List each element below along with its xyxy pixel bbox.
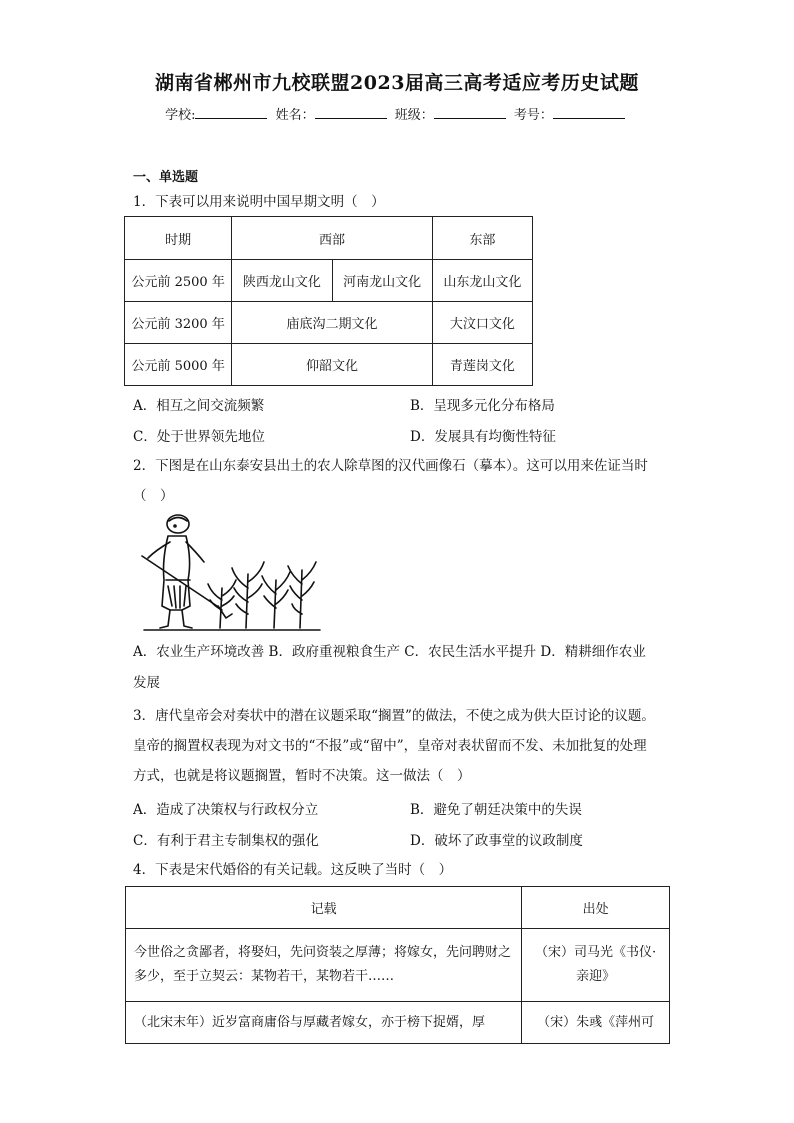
q1-stem: 1．下表可以用来说明中国早期文明（ ）: [133, 194, 385, 210]
q1-cell: 山东龙山文化: [432, 260, 532, 302]
q1-cell: 青莲岗文化: [432, 344, 532, 386]
q2-options-line[interactable]: A．农业生产环境改善 B．政府重视粮食生产 C．农民生活水平提升 D．精耕细作农业: [133, 644, 646, 660]
q2-stem-line1: 2．下图是在山东泰安县出土的农人除草图的汉代画像石（摹本）。这可以用来佐证当时: [133, 458, 648, 474]
section-heading: 一、单选题: [133, 170, 199, 185]
farmer-weeding-illustration: [134, 510, 324, 636]
q4-header-source: 出处: [522, 887, 670, 929]
class-blank[interactable]: [434, 106, 506, 119]
q1-cell: 公元前 2500 年: [125, 260, 232, 302]
q1-header-east: 东部: [432, 217, 532, 260]
q3-stem-line1: 3．唐代皇帝会对奏状中的潜在议题采取“搁置”的做法，不使之成为供大臣讨论的议题。: [133, 708, 655, 724]
q1-cell: 公元前 3200 年: [125, 302, 232, 344]
q2-options-line2: 发展: [133, 675, 160, 691]
school-label: 学校:: [165, 108, 196, 123]
q4-stem: 4．下表是宋代婚俗的有关记载。这反映了当时（ ）: [133, 862, 453, 878]
exam-number-blank[interactable]: [553, 106, 625, 119]
q4-cell-source: （宋）司马光《书仪·亲迎》: [522, 929, 670, 1002]
q1-cell: 庙底沟二期文化: [232, 302, 432, 344]
q2-stem-line2: （ ）: [133, 488, 174, 504]
class-label: 班级：: [394, 108, 434, 123]
q1-cell: 河南龙山文化: [332, 260, 432, 302]
name-blank[interactable]: [315, 106, 387, 119]
q3-stem-line3: 方式，也就是将议题搁置，暂时不决策。这一做法（ ）: [133, 768, 471, 784]
q4-header-record: 记载: [126, 887, 522, 929]
q4-cell-source: （宋）朱彧《萍州可: [522, 1002, 670, 1044]
q1-option-a[interactable]: A．相互之间交流频繁: [133, 398, 265, 414]
name-label: 姓名：: [275, 108, 315, 123]
q4-cell-record: （北宋末年）近岁富商庸俗与厚藏者嫁女，亦于榜下捉婿，厚: [126, 1002, 522, 1044]
student-info-line: [0, 104, 794, 123]
q1-cell: 陕西龙山文化: [232, 260, 332, 302]
q3-option-c[interactable]: C．有利于君主专制集权的强化: [133, 833, 319, 849]
q1-header-period: 时期: [125, 217, 232, 260]
q4-table: [125, 886, 670, 1044]
exam-number-label: 考号：: [513, 108, 553, 123]
q1-option-c[interactable]: C．处于世界领先地位: [133, 429, 265, 445]
q1-cell: 大汶口文化: [432, 302, 532, 344]
q3-option-d[interactable]: D．破坏了政事堂的议政制度: [410, 833, 583, 849]
q1-header-west: 西部: [232, 217, 432, 260]
page-title: 湖南省郴州市九校联盟2023届高三高考适应考历史试题: [155, 72, 639, 94]
q3-option-b[interactable]: B．避免了朝廷决策中的失误: [410, 802, 582, 818]
q1-option-b[interactable]: B．呈现多元化分布格局: [410, 398, 555, 414]
q1-cell: 公元前 5000 年: [125, 344, 232, 386]
q3-option-a[interactable]: A．造成了决策权与行政权分立: [133, 802, 319, 818]
q4-cell-record: 今世俗之贪鄙者，将娶妇，先问资装之厚薄；将嫁女，先问聘财之多少，至于立契云：某物若干，某物若干……: [126, 929, 522, 1002]
q3-stem-line2: 皇帝的搁置权表现为对文书的“不报”或“留中”，皇帝对表状留而不发、未加批复的处理: [133, 738, 647, 754]
q1-cell: 仰韶文化: [232, 344, 432, 386]
school-blank[interactable]: [195, 106, 267, 119]
q1-table: [124, 216, 533, 386]
q1-option-d[interactable]: D．发展具有均衡性特征: [410, 429, 556, 445]
